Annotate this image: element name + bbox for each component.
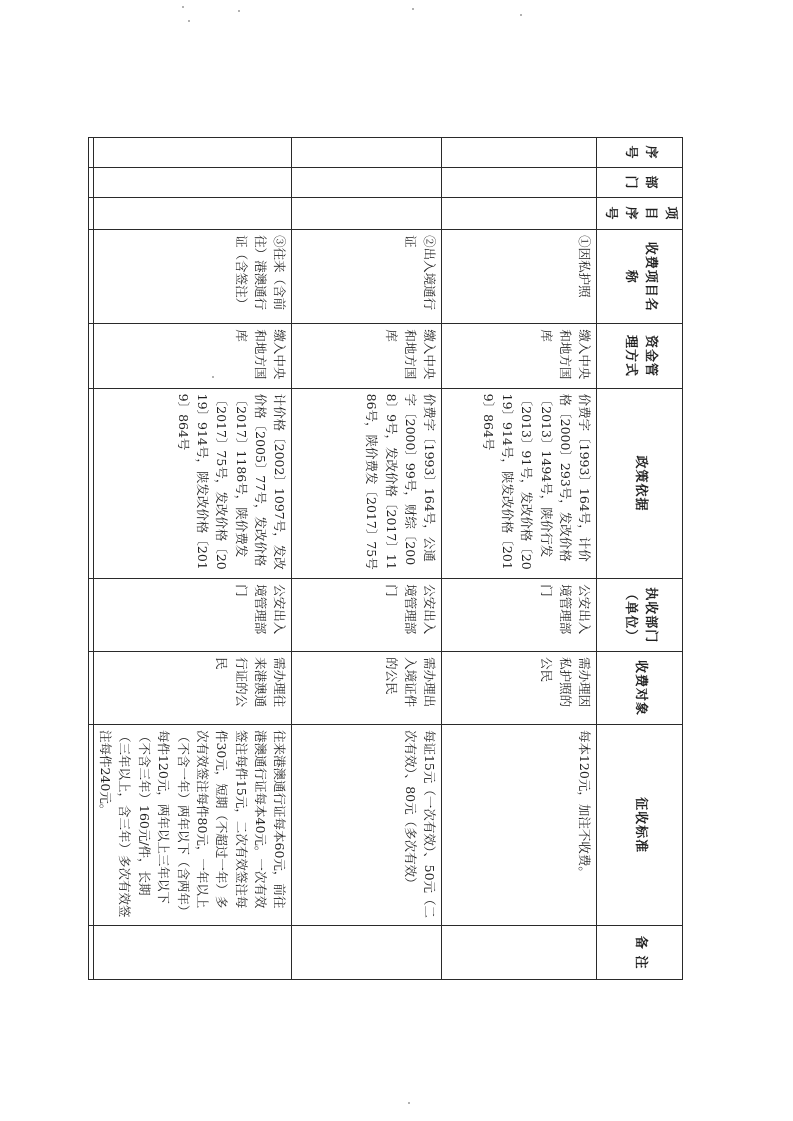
cell-seq xyxy=(442,138,597,168)
cell-unit: 公安出入境管理部门 xyxy=(93,579,292,652)
cell-target: 需办理出入境证件的公民 xyxy=(292,652,442,725)
scan-speck xyxy=(408,1102,410,1104)
header-basis: 政策依据 xyxy=(597,388,683,579)
cell-standard: 每证15元（一次有效）、50元（二次有效）、80元（多次有效） xyxy=(292,724,442,925)
header-unit: 执收部门（单位） xyxy=(597,579,683,652)
cell-fund: 缴入中央和地方国库 xyxy=(292,324,442,388)
cell-dept xyxy=(442,167,597,197)
cell-empty xyxy=(88,138,93,168)
cell-target: 需办理因私护照的公民 xyxy=(442,652,597,725)
cell-empty xyxy=(88,167,93,197)
cell-empty xyxy=(88,652,93,725)
cell-standard: 每本120元，加注不收费。 xyxy=(442,724,597,925)
cell-name: ③往来（含前往）港澳通行证（含签注） xyxy=(93,230,292,324)
cell-note xyxy=(442,926,597,980)
header-standard: 征收标准 xyxy=(597,724,683,925)
cell-dept xyxy=(292,167,442,197)
scan-speck xyxy=(238,10,240,12)
header-item-seq: 项目序号 xyxy=(597,197,683,229)
cell-empty xyxy=(88,926,93,980)
cell-empty xyxy=(88,230,93,324)
cell-item-seq xyxy=(93,197,292,229)
scan-speck xyxy=(188,20,190,22)
cell-seq xyxy=(292,138,442,168)
header-fund: 资金管理方式 xyxy=(597,324,683,388)
rotated-page-wrapper xyxy=(98,137,683,980)
fee-table xyxy=(88,137,683,980)
header-note: 备 注 xyxy=(597,926,683,980)
cell-item-seq xyxy=(292,197,442,229)
cell-fund: 缴入中央和地方国库 xyxy=(442,324,597,388)
cell-basis: 价费字〔1993〕164号，公通字〔2000〕99号，财综〔2008〕9号，发改价格〔2017〕1186号，陕价费发〔2017〕75号 xyxy=(292,388,442,579)
cell-note xyxy=(292,926,442,980)
table-row-empty xyxy=(88,138,93,980)
rotated-table-container xyxy=(98,137,683,980)
cell-empty xyxy=(88,579,93,652)
cell-basis: 计价格〔2002〕1097号，发改价格〔2005〕77号，发改价格〔2017〕1186号，陕价费发〔2017〕75号，发改价格〔2019〕914号，陕发改价格〔2019〕864号 xyxy=(93,388,292,579)
table-row xyxy=(93,138,292,980)
cell-unit: 公安出入境管理部门 xyxy=(292,579,442,652)
table-row xyxy=(292,138,442,980)
cell-empty xyxy=(88,724,93,925)
cell-unit: 公安出入境管理部门 xyxy=(442,579,597,652)
cell-empty xyxy=(88,197,93,229)
cell-empty xyxy=(88,324,93,388)
cell-empty xyxy=(88,388,93,579)
table-row xyxy=(442,138,597,980)
header-name: 收费项目名称 xyxy=(597,230,683,324)
table-header-row xyxy=(597,138,683,980)
cell-standard: 往来港澳通行证每本60元，前往港澳通行证每本40元。一次有效签注每件15元，二次有效签注每件30元，短期（不超过一年）多次有效签注每件80元，一年以上（不含一年）两年以下（含两年）每件120元，两年以上三年以下（不含三年）160元/件，长期（三年以上，含三年）多次有效签注每件240元。 xyxy=(93,724,292,925)
cell-name: ②出入境通行证 xyxy=(292,230,442,324)
cell-name: ①因私护照 xyxy=(442,230,597,324)
cell-dept xyxy=(93,167,292,197)
cell-target: 需办理往来港澳通行证的公民 xyxy=(93,652,292,725)
header-target: 收费对象 xyxy=(597,652,683,725)
scan-speck xyxy=(412,8,414,10)
cell-fund: 缴入中央和地方国库 xyxy=(93,324,292,388)
header-seq: 序号 xyxy=(597,138,683,168)
scan-speck xyxy=(520,14,522,16)
cell-item-seq xyxy=(442,197,597,229)
scan-speck xyxy=(182,6,184,8)
header-dept: 部门 xyxy=(597,167,683,197)
cell-basis: 价费字〔1993〕164号，计价格〔2000〕293号，发改价格〔2013〕1494号，陕价行发〔2013〕91号，发改价格〔2019〕914号，陕发改价格〔2019〕864号 xyxy=(442,388,597,579)
cell-seq xyxy=(93,138,292,168)
cell-note xyxy=(93,926,292,980)
